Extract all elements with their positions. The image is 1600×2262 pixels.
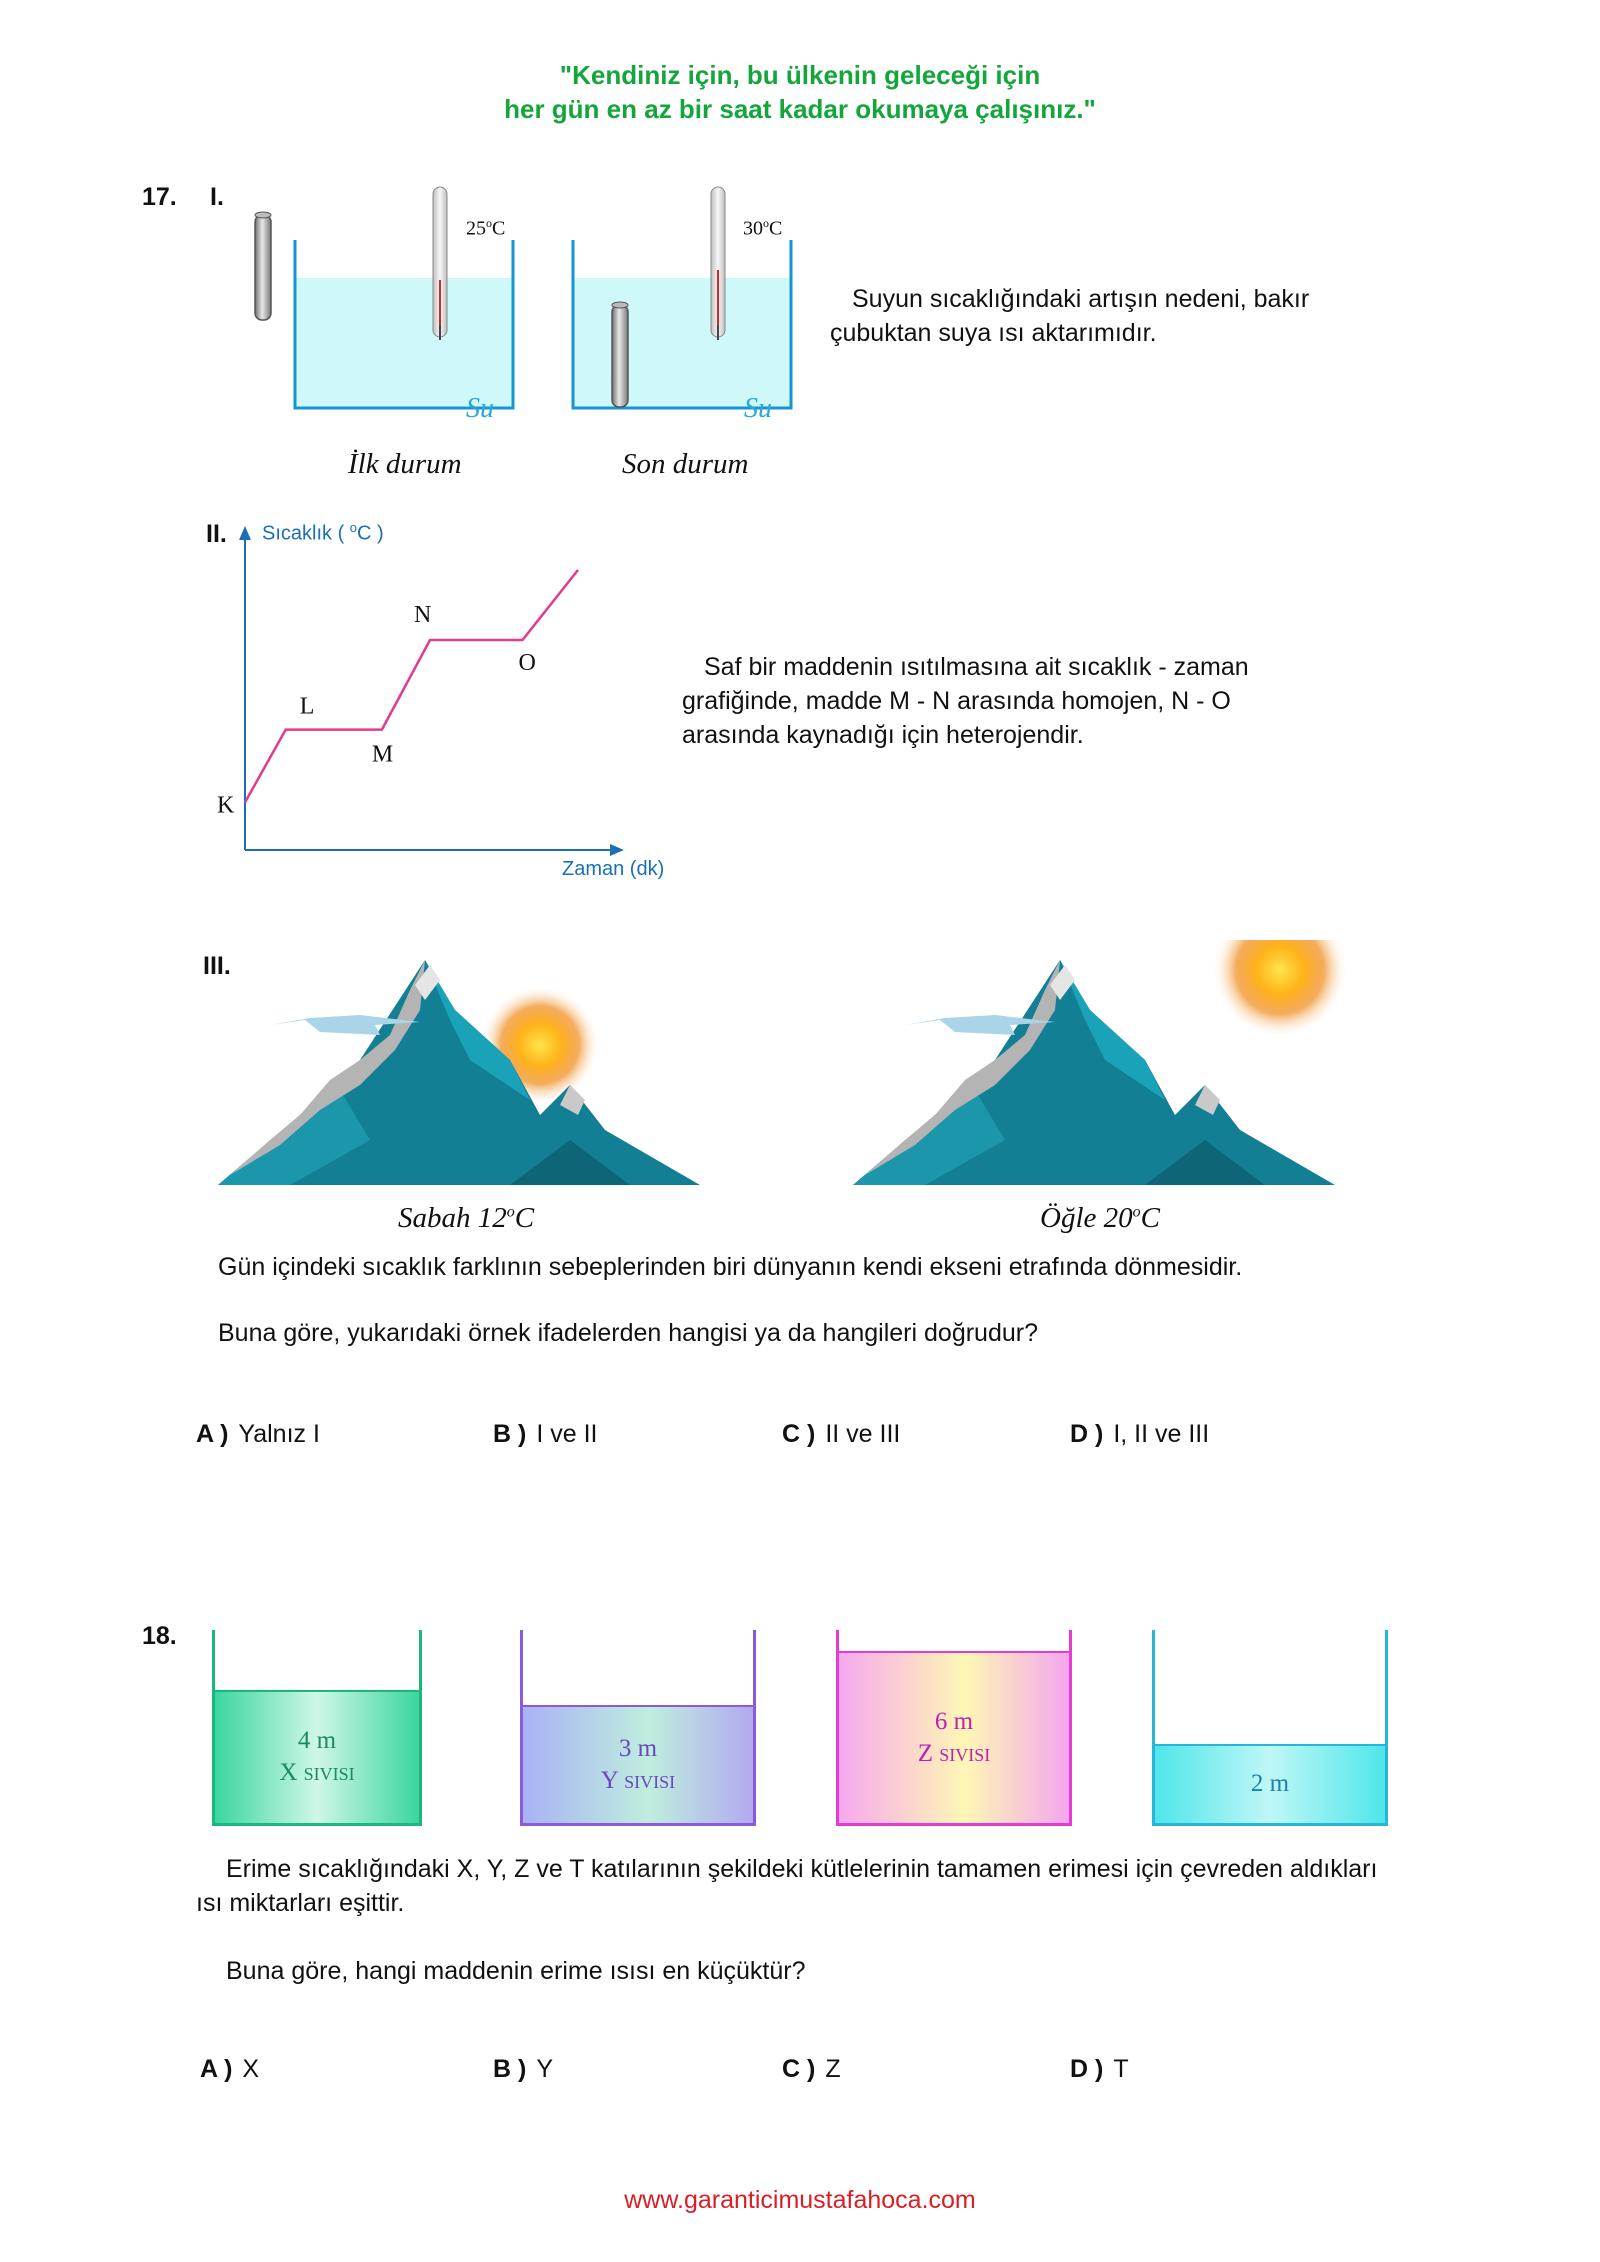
footer-url[interactable]: www.garanticimustafahoca.com [624, 2186, 976, 2214]
chart-point-label-m: M [371, 741, 394, 768]
q18-option-c-key: C ) [782, 2055, 816, 2083]
caption-initial-state: İlk durum [348, 448, 462, 480]
q18-option-c-text: Z [825, 2055, 841, 2083]
q17-option-c[interactable] [782, 1420, 900, 1449]
q17-option-b-key: B ) [493, 1420, 527, 1448]
q18-option-a-key: A ) [200, 2055, 233, 2083]
q17-option-d-key: D ) [1070, 1420, 1104, 1448]
thermometer-initial [433, 187, 447, 340]
beaker-mass-label: 6 m [934, 1708, 974, 1736]
q18-option-c[interactable] [782, 2055, 841, 2084]
q18-option-d-key: D ) [1070, 2055, 1104, 2083]
copper-rod-inside [612, 302, 628, 407]
copper-rod-outside [255, 212, 271, 320]
beaker-liquid [1155, 1744, 1385, 1823]
part-2-label: II. [206, 520, 227, 548]
x-axis-label: Zaman (dk) [562, 858, 665, 880]
q17-option-b[interactable] [493, 1420, 597, 1449]
beaker-liquid [215, 1690, 419, 1823]
part-1-label: I. [210, 183, 224, 211]
beaker-liquid [839, 1651, 1069, 1823]
caption-final-state: Son durum [622, 448, 749, 480]
sun-noon [1212, 940, 1348, 1038]
temperature-final: 30$^o$C [743, 216, 783, 240]
q18-option-d[interactable] [1070, 2055, 1129, 2084]
y-axis-label: Sıcaklık ( $^o$C ) [262, 520, 384, 545]
q17-option-d-text: I, II ve III [1113, 1420, 1210, 1448]
header-quote-line2: her gün en az bir saat kadar okumaya çalışınız." [504, 94, 1096, 124]
statement-3: Gün içindeki sıcaklık farklının sebeplerinden biri dünyanın kendi ekseni etrafında dönmesidir. [218, 1253, 1243, 1281]
chart-point-label-k: K [217, 792, 235, 819]
temperature-series-line [245, 570, 578, 802]
water-label-final: Su [744, 393, 772, 424]
chart-point-label-l: L [299, 693, 315, 720]
question-17-number: 17. [142, 183, 177, 211]
mountain-sun-figure [210, 940, 1390, 1200]
thermometer-final [711, 187, 725, 340]
statement-1: Suyun sıcaklığındaki artışın nedeni, bakır çubuktan suya ısı aktarımıdır. [830, 285, 1310, 347]
statement-2: Saf bir maddenin ısıtılmasına ait sıcaklık - zaman grafiğinde, madde M - N arasında homojen, N - O arasında kaynadığı için heterojendir. [682, 653, 1249, 749]
part-3-label: III. [203, 952, 231, 980]
beaker-final [573, 240, 791, 408]
header-quote-line1: "Kendiniz için, bu ülkenin geleceği için [559, 60, 1041, 90]
mountain-morning [218, 960, 700, 1185]
q17-option-a-key: A ) [196, 1420, 229, 1448]
q18-option-b-key: B ) [493, 2055, 527, 2083]
x-axis-arrow [610, 844, 624, 856]
caption-noon: Öğle 20$^o$C [1040, 1202, 1160, 1234]
beaker-liquid-name: Y sıvısı [600, 1767, 676, 1795]
beaker-liquid [523, 1705, 753, 1823]
y-axis-arrow [239, 526, 251, 540]
beaker-liquid-name: Z sıvısı [917, 1740, 991, 1768]
beaker-x [212, 1630, 422, 1826]
question-18-text: Buna göre, hangi maddenin erime ısısı en küçüktür? [226, 1957, 806, 1985]
q18-option-a[interactable] [200, 2055, 259, 2084]
chart-point-label-o: O [518, 650, 536, 676]
heat-transfer-figure [240, 175, 810, 495]
temperature-time-chart [200, 520, 640, 860]
q17-option-a-text: Yalnız I [238, 1420, 320, 1448]
statement-18: Erime sıcaklığındaki X, Y, Z ve T katılarının şekildeki kütlelerinin tamamen erimesi için çevreden aldıkları ısı miktarları eşittir. [196, 1855, 1378, 1917]
q18-option-a-text: X [242, 2055, 260, 2083]
beaker-y [520, 1630, 756, 1826]
beaker-z [836, 1630, 1072, 1826]
caption-morning: Sabah 12$^o$C [398, 1202, 535, 1234]
water-label-initial: Su [466, 393, 494, 424]
q18-option-d-text: T [1113, 2055, 1129, 2083]
q17-option-a[interactable] [196, 1420, 320, 1449]
q18-option-b-text: Y [536, 2055, 554, 2083]
temperature-initial: 25$^o$C [466, 216, 506, 240]
beaker-mass-label: 3 m [618, 1735, 658, 1763]
chart-point-label-n: N [414, 602, 432, 628]
beaker-liquid-name: X sıvısı [279, 1759, 355, 1787]
q17-option-d[interactable] [1070, 1420, 1209, 1449]
beaker-mass-label: 2 m [1250, 1770, 1290, 1798]
beaker-t [1152, 1630, 1388, 1826]
question-17-text: Buna göre, yukarıdaki örnek ifadelerden hangisi ya da hangileri doğrudur? [218, 1319, 1038, 1347]
q17-option-b-text: I ve II [536, 1420, 598, 1448]
beaker-initial [295, 240, 513, 408]
q17-option-c-text: II ve III [825, 1420, 901, 1448]
q17-option-c-key: C ) [782, 1420, 816, 1448]
question-18-number: 18. [142, 1622, 177, 1650]
q18-option-b[interactable] [493, 2055, 553, 2084]
beaker-mass-label: 4 m [297, 1727, 337, 1755]
